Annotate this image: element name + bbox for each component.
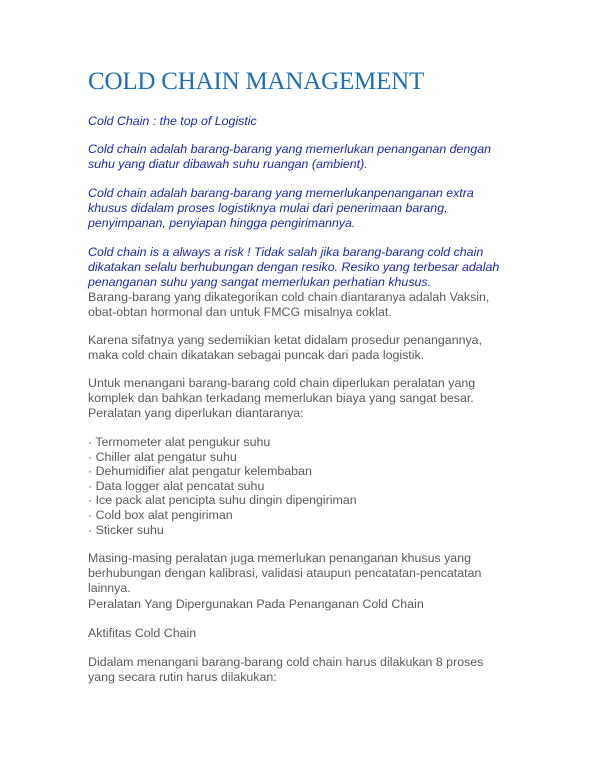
text-line: maka cold chain dikatakan sebagai puncak dari pada logistik.	[88, 348, 425, 363]
blue-paragraph-3	[88, 245, 499, 291]
paragraph-vaksin	[88, 290, 489, 320]
text-line: Untuk menangani barang-barang cold chain diperlukan peralatan yang	[88, 376, 476, 390]
list-item: · Chiller alat pengatur suhu	[88, 449, 237, 464]
paragraph-masing	[88, 551, 481, 612]
text-line: Peralatan Yang Dipergunakan Pada Penanganan Cold Chain	[88, 596, 424, 611]
text-line: Karena sifatnya yang sedemikian ketat didalam prosedur penangannya,	[88, 333, 483, 347]
text-line: penanganan suhu yang sangat memerlukan perhatian khusus.	[88, 275, 432, 290]
paragraph-untuk	[88, 376, 475, 422]
text-line: suhu yang diatur dibawah suhu ruangan (ambient).	[88, 157, 368, 172]
heading-aktifitas	[88, 626, 196, 641]
list-item: · Cold box alat pengiriman	[88, 507, 233, 522]
text-line: dikatakan selalu berhubungan dengan resiko. Resiko yang terbesar adalah	[88, 260, 500, 275]
list-item: · Data logger alat pencatat suhu	[88, 478, 265, 493]
text-line: Masing-masing peralatan juga memerlukan penanganan khusus yang	[88, 551, 471, 565]
list-item: · Dehumidifier alat pengatur kelembaban	[88, 464, 312, 479]
text-line: obat-obtan hormonal dan untuk FMCG misalnya coklat.	[88, 305, 392, 320]
text-line: Peralatan yang diperlukan diantaranya:	[88, 406, 304, 421]
text-line: Didalam menangani barang-barang cold chain harus dilakukan 8 proses	[88, 655, 484, 669]
blue-paragraph-2	[88, 186, 474, 232]
list-item: · Sticker suhu	[88, 522, 164, 537]
text-line: Cold chain adalah barang-barang yang memerlukan penanganan dengan	[88, 142, 491, 156]
equipment-list	[88, 435, 357, 537]
page-title: COLD CHAIN MANAGEMENT	[88, 68, 425, 95]
text-line: Aktifitas Cold Chain	[88, 626, 197, 640]
list-item: · Termometer alat pengukur suhu	[88, 435, 271, 449]
text-line: khusus didalam proses logistiknya mulai dari penerimaan barang,	[88, 201, 448, 216]
text-line: Cold chain adalah barang-barang yang memerlukanpenanganan extra	[88, 186, 474, 200]
subtitle: Cold Chain : the top of Logistic	[88, 114, 257, 128]
list-item: · Ice pack alat pencipta suhu dingin dipengiriman	[88, 493, 357, 508]
text-line: Cold chain is a always a risk ! Tidak salah jika barang-barang cold chain	[88, 245, 484, 259]
text-line: lainnya.	[88, 581, 131, 596]
text-line: penyimpanan, penyiapan hingga pengirimannya.	[88, 216, 356, 231]
text-line: komplek dan bahkan terkadang memerlukan biaya yang sangat besar.	[88, 391, 474, 406]
paragraph-karena	[88, 333, 482, 363]
text-line: yang secara rutin harus dilakukan:	[88, 670, 277, 685]
text-line: berhubungan dengan kalibrasi, validasi ataupun pencatatan-pencatatan	[88, 566, 482, 581]
paragraph-didalam	[88, 655, 483, 685]
blue-paragraph-1	[88, 142, 491, 172]
text-line: Barang-barang yang dikategorikan cold chain diantaranya adalah Vaksin,	[88, 290, 490, 304]
